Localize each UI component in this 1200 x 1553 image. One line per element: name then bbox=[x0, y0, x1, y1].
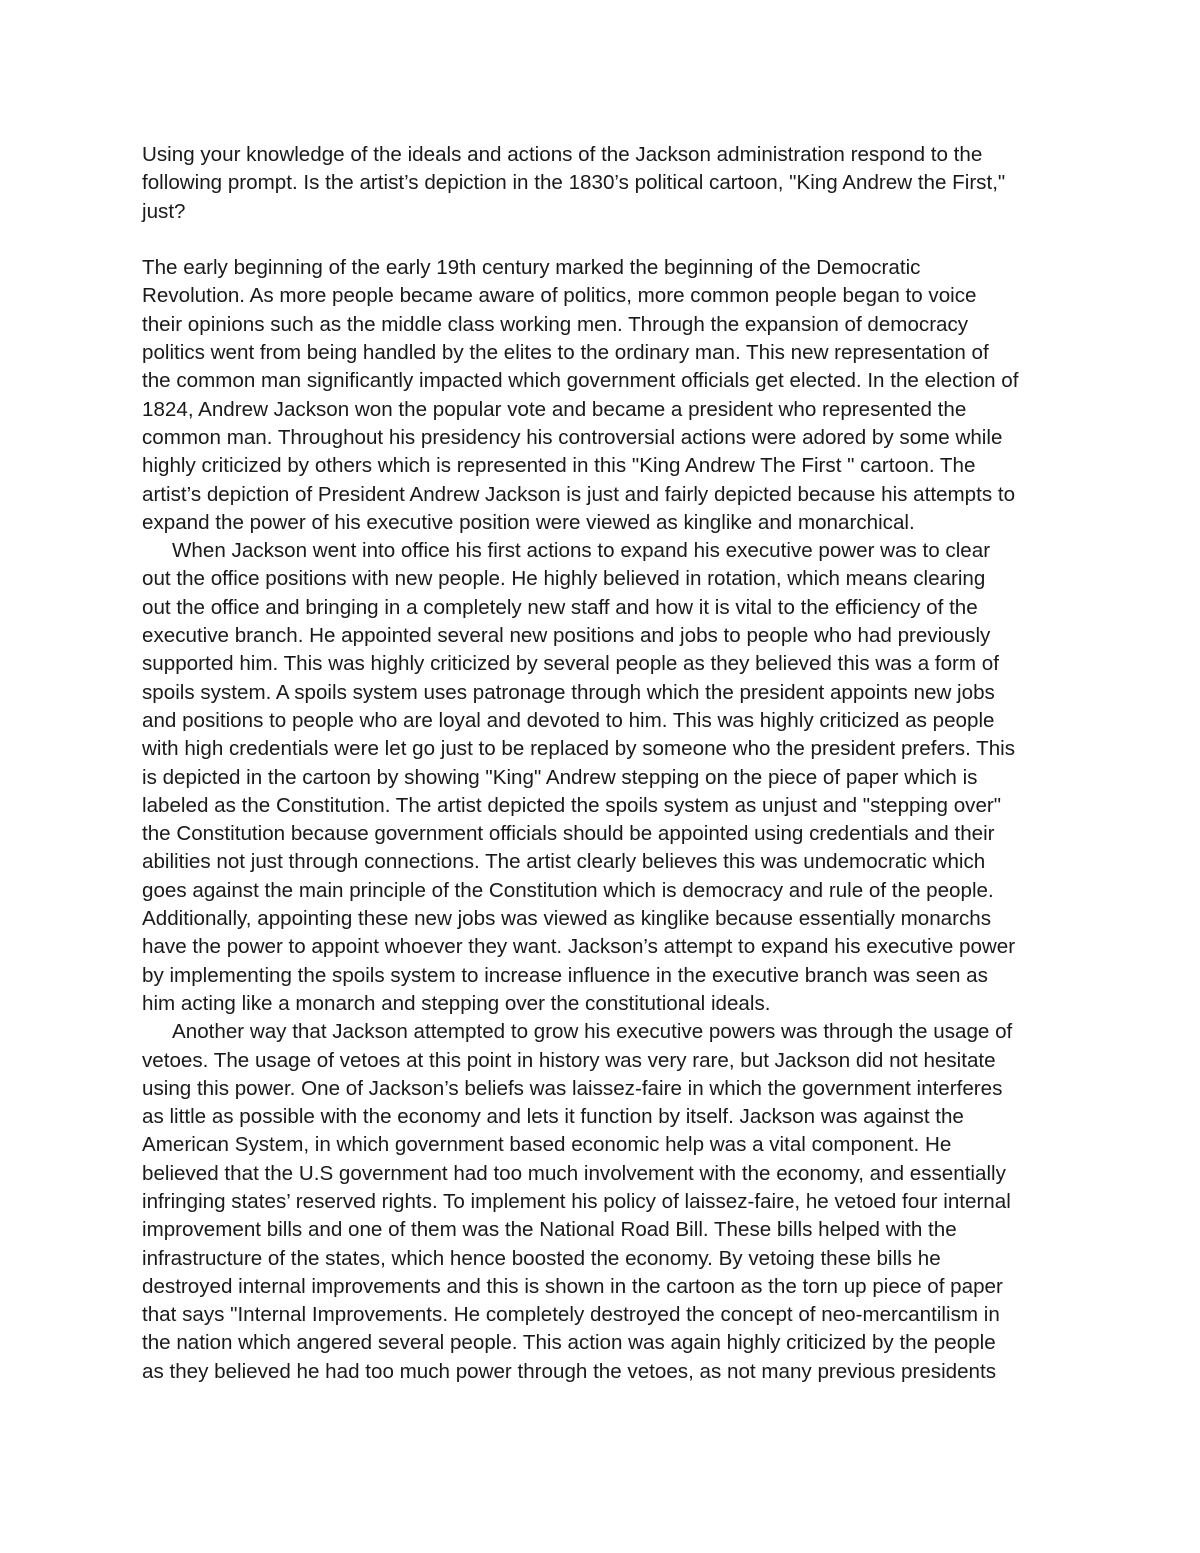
paragraph-line: by implementing the spoils system to increase influence in the executive branch was seen as bbox=[142, 963, 988, 987]
paragraph-line: out the office and bringing in a completely new staff and how it is vital to the efficiency of the bbox=[142, 595, 978, 619]
paragraph-line: Additionally, appointing these new jobs was viewed as kinglike because essentially monarchs bbox=[142, 907, 992, 931]
paragraph-line: artist’s depiction of President Andrew Jackson is just and fairly depicted because his attempts to bbox=[142, 482, 1016, 506]
paragraph-line: vetoes. The usage of vetoes at this point in history was very rare, but Jackson did not hesitate bbox=[142, 1048, 996, 1072]
essay-paragraph-3 bbox=[142, 1018, 1077, 1386]
paragraph-line: believed that the U.S government had too much involvement with the economy, and essentially bbox=[142, 1161, 1006, 1185]
paragraph-line: as little as possible with the economy and lets it function by itself. Jackson was against the bbox=[142, 1105, 964, 1129]
paragraph-line: 1824, Andrew Jackson won the popular vote and became a president who represented the bbox=[142, 397, 967, 421]
essay-paragraph-1 bbox=[142, 254, 1077, 537]
paragraph-line: Another way that Jackson attempted to grow his executive powers was through the usage of bbox=[172, 1020, 1013, 1044]
paragraph-line: expand the power of his executive position were viewed as kinglike and monarchical. bbox=[142, 510, 915, 534]
paragraph-line: infrastructure of the states, which hence boosted the economy. By vetoing these bills he bbox=[142, 1246, 941, 1270]
paragraph-line: labeled as the Constitution. The artist depicted the spoils system as unjust and "stepping over" bbox=[142, 793, 1002, 817]
paragraph-line: abilities not just through connections. The artist clearly believes this was undemocratic which bbox=[142, 850, 986, 874]
paragraph-line: as they believed he had too much power through the vetoes, as not many previous presidents bbox=[142, 1359, 997, 1383]
paragraph-line: is depicted in the cartoon by showing "King" Andrew stepping on the piece of paper which is bbox=[142, 765, 978, 789]
paragraph-line: spoils system. A spoils system uses patronage through which the president appoints new jobs bbox=[142, 680, 995, 704]
paragraph-line: using this power. One of Jackson’s beliefs was laissez-faire in which the government interferes bbox=[142, 1076, 1003, 1100]
prompt-line: just? bbox=[142, 199, 186, 223]
paragraph-line: highly criticized by others which is represented in this "King Andrew The First " cartoon. The bbox=[142, 454, 976, 478]
prompt-block bbox=[142, 141, 1077, 226]
paragraph-line: the common man significantly impacted which government officials get elected. In the election of bbox=[142, 369, 1019, 393]
paragraph-line: The early beginning of the early 19th century marked the beginning of the Democratic bbox=[142, 256, 921, 280]
paragraph-line: politics went from being handled by the elites to the ordinary man. This new representation of bbox=[142, 341, 989, 365]
paragraph-line: goes against the main principle of the Constitution which is democracy and rule of the people. bbox=[142, 878, 994, 902]
paragraph-line: the nation which angered several people. This action was again highly criticized by the people bbox=[142, 1331, 996, 1355]
paragraph-line: improvement bills and one of them was the National Road Bill. These bills helped with the bbox=[142, 1218, 957, 1242]
prompt-line: following prompt. Is the artist’s depiction in the 1830’s political cartoon, "King Andrew the First," bbox=[142, 171, 1006, 195]
paragraph-line: and positions to people who are loyal and devoted to him. This was highly criticized as people bbox=[142, 708, 995, 732]
paragraph-spacer bbox=[142, 226, 1077, 254]
paragraph-line: supported him. This was highly criticized by several people as they believed this was a form of bbox=[142, 652, 999, 676]
paragraph-line: that says "Internal Improvements. He completely destroyed the concept of neo-mercantilism in bbox=[142, 1303, 1000, 1327]
paragraph-line: When Jackson went into office his first actions to expand his executive power was to clear bbox=[172, 539, 991, 563]
paragraph-line: infringing states’ reserved rights. To implement his policy of laissez-faire, he vetoed four internal bbox=[142, 1189, 1011, 1213]
paragraph-line: executive branch. He appointed several new positions and jobs to people who had previously bbox=[142, 624, 991, 648]
paragraph-line: destroyed internal improvements and this is shown in the cartoon as the torn up piece of paper bbox=[142, 1274, 1003, 1298]
paragraph-line: out the office positions with new people. He highly believed in rotation, which means clearing bbox=[142, 567, 986, 591]
paragraph-line: their opinions such as the middle class working men. Through the expansion of democracy bbox=[142, 312, 969, 336]
prompt-line: Using your knowledge of the ideals and actions of the Jackson administration respond to the bbox=[142, 143, 983, 166]
paragraph-line: have the power to appoint whoever they want. Jackson’s attempt to expand his executive power bbox=[142, 935, 1016, 959]
paragraph-line: the Constitution because government officials should be appointed using credentials and their bbox=[142, 822, 995, 846]
essay-paragraph-2 bbox=[142, 537, 1077, 1018]
paragraph-line: American System, in which government based economic help was a vital component. He bbox=[142, 1133, 952, 1157]
paragraph-line: common man. Throughout his presidency his controversial actions were adored by some while bbox=[142, 425, 1003, 449]
paragraph-line: him acting like a monarch and stepping over the constitutional ideals. bbox=[142, 991, 771, 1015]
paragraph-line: with high credentials were let go just to be replaced by someone who the president prefers. This bbox=[142, 737, 1016, 761]
paragraph-line: Revolution. As more people became aware of politics, more common people began to voice bbox=[142, 284, 977, 308]
document-body bbox=[142, 141, 1077, 1386]
